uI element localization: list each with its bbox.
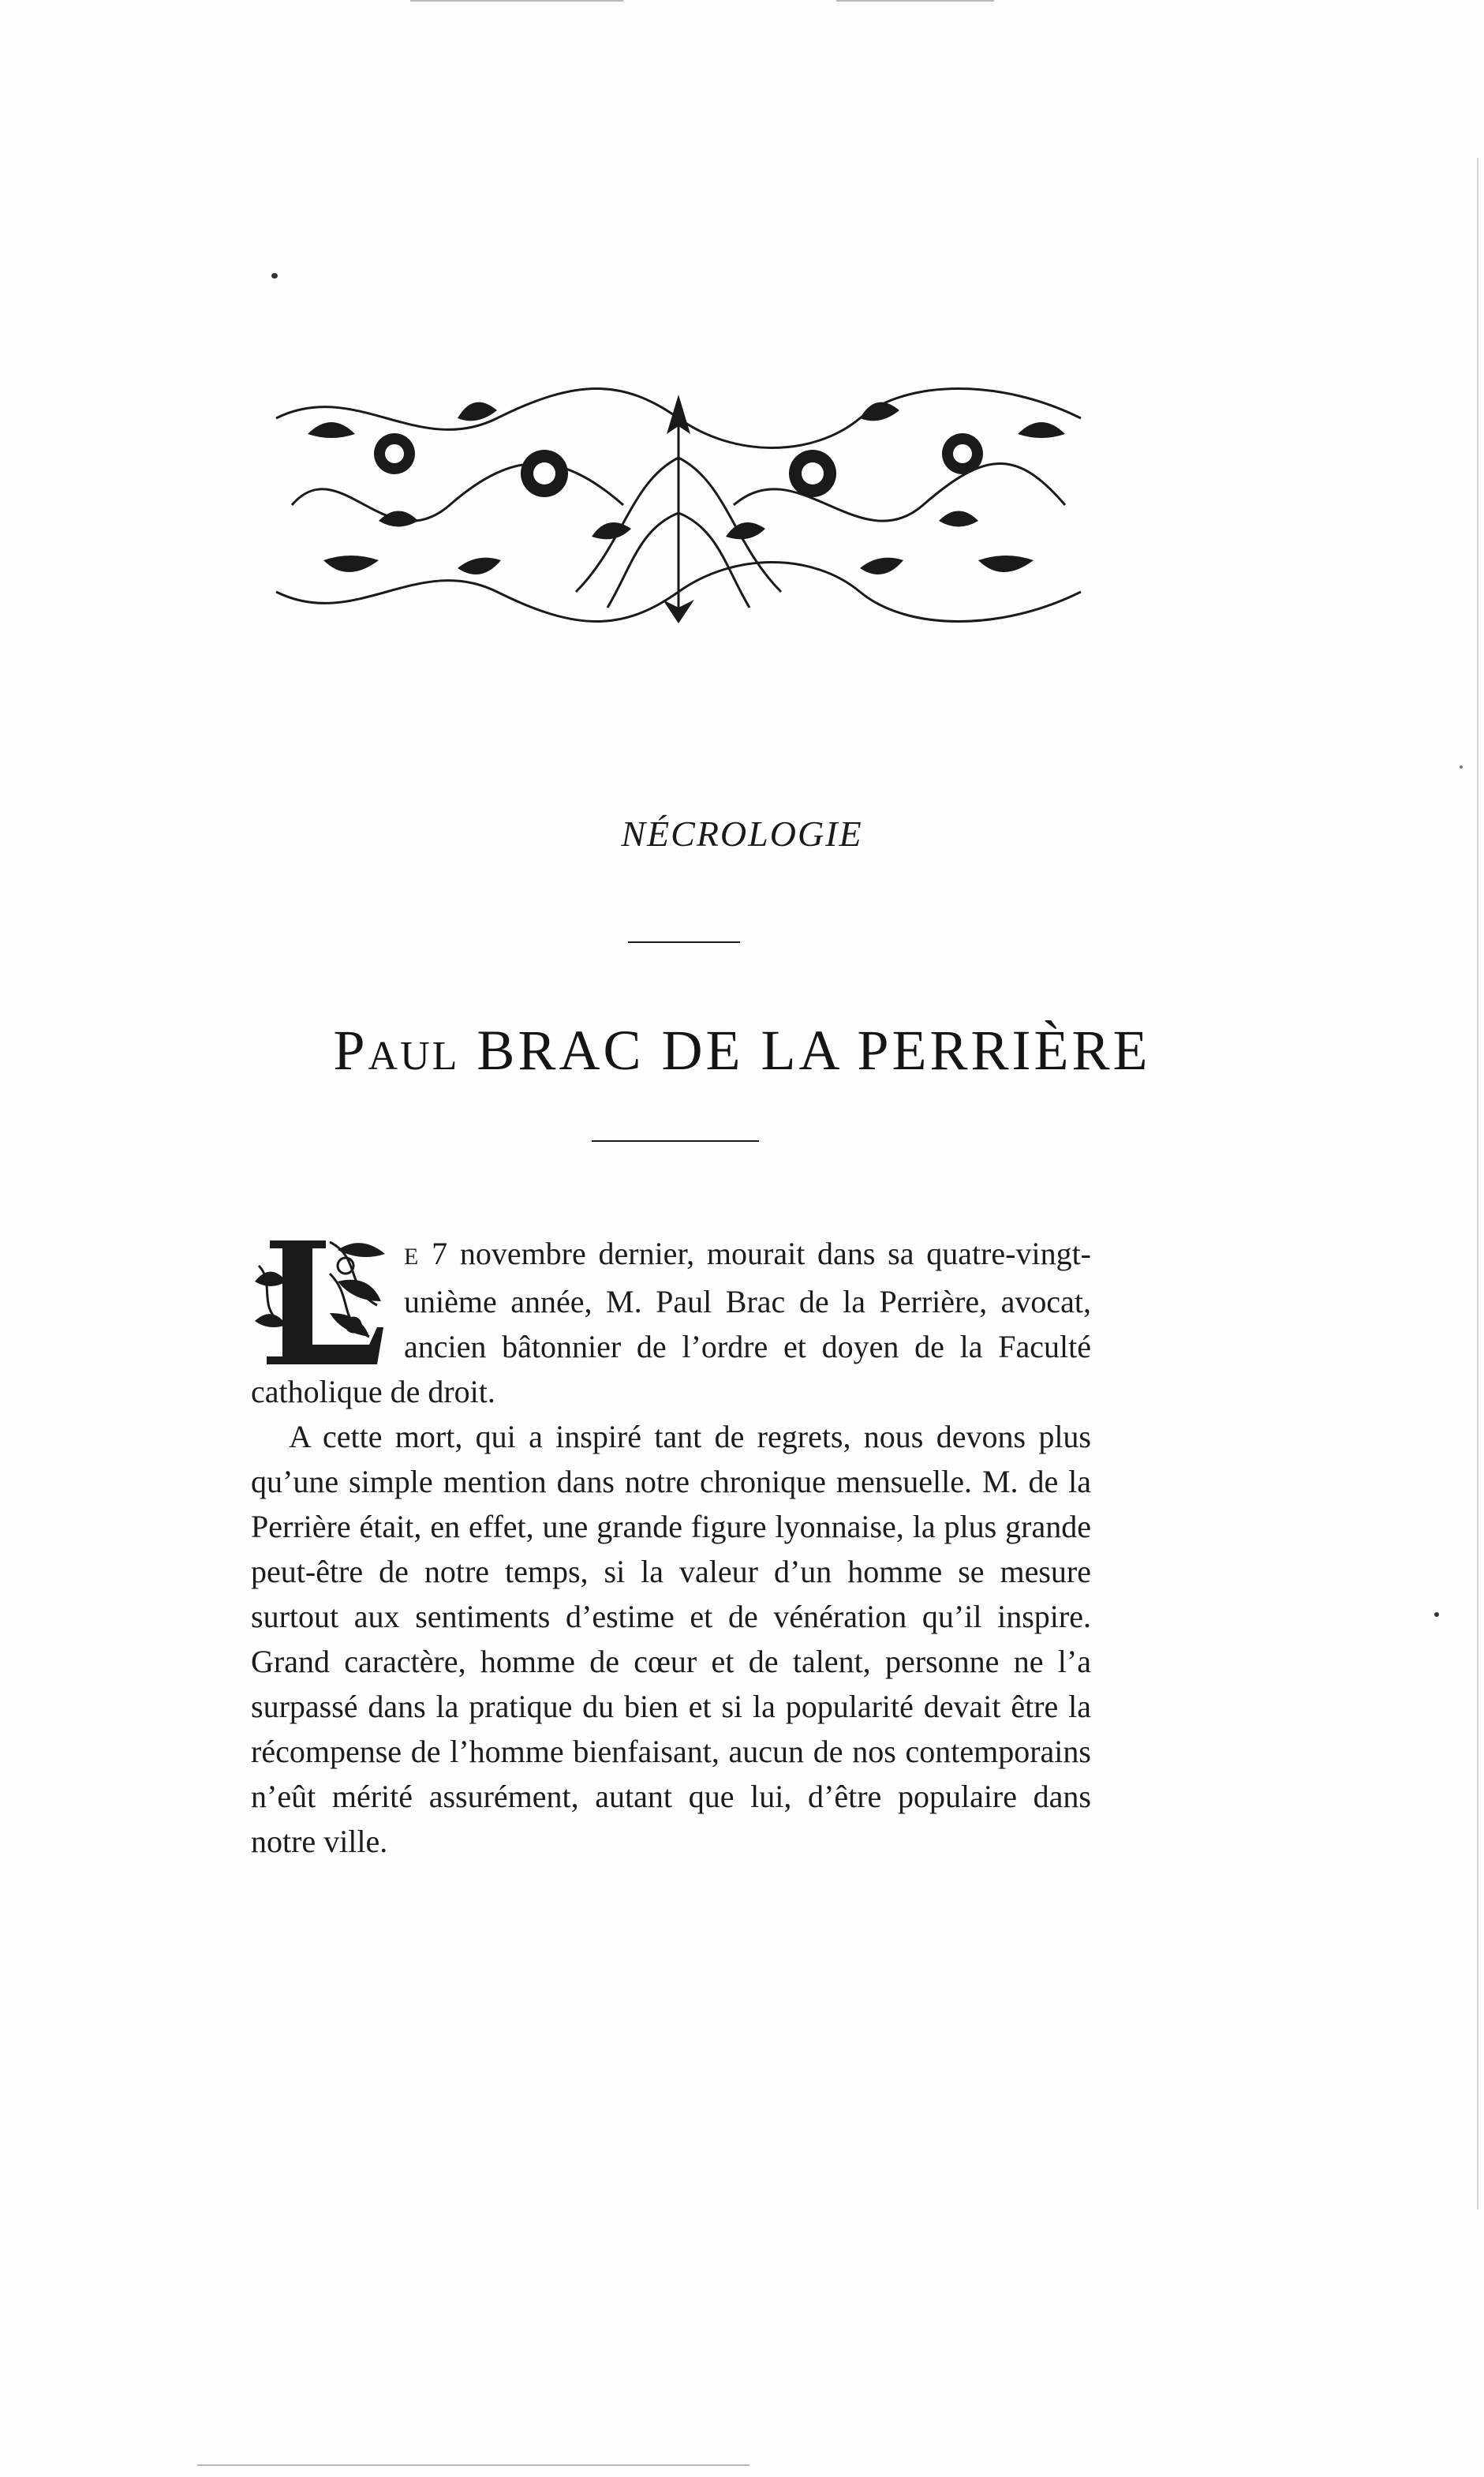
paragraph-1-text: 7 novembre dernier, mourait dans sa quatre-vingt-unième année, M. Paul Brac de la Perrière, avocat, ancien bâtonnier de l’ordre et doyen de la Faculté catholique de droit. xyxy=(251,1236,1091,1409)
dropcap-continuation: E xyxy=(404,1244,420,1270)
article-body xyxy=(251,1231,1091,1864)
scan-edge-top-2 xyxy=(836,0,994,2)
article-title xyxy=(0,1018,1484,1083)
title-initial: P xyxy=(333,1019,368,1082)
scan-edge-top xyxy=(410,0,623,2)
decorated-initial-l xyxy=(251,1234,394,1368)
scan-speck xyxy=(1434,1612,1439,1617)
section-title: NÉCROLOGIE xyxy=(621,814,863,854)
ornate-letter-l-icon xyxy=(251,1234,394,1368)
scan-speck xyxy=(271,273,278,279)
title-first-name-rest: AUL xyxy=(368,1034,460,1079)
scan-speck xyxy=(1460,765,1463,769)
title-surname: BRAC DE LA PERRIÈRE xyxy=(477,1019,1151,1082)
section-divider xyxy=(628,941,740,943)
title-divider xyxy=(592,1140,759,1142)
paragraph-2: A cette mort, qui a inspiré tant de regrets, nous devons plus qu’une simple mention dans notre chronique mensuelle. M. de la Perrière était, en effet, une grande figure lyonnaise, la plus grande peut-être de notre temps, si la valeur d’un homme se mesure surtout aux sentiments d’estime et de vénération qu’il inspire. Grand caractère, homme de cœur et de talent, personne ne l’a surpassé dans la pratique du bien et si la popularité devait être la récompense de l’homme bienfaisant, aucun de nos contemporains n’eût mérité assurément, autant que lui, d’être populaire dans notre ville. xyxy=(251,1419,1091,1859)
scan-edge-bottom xyxy=(197,2464,749,2466)
floral-headpiece-ornament xyxy=(260,387,1097,623)
scan-edge-right xyxy=(1477,158,1478,2209)
